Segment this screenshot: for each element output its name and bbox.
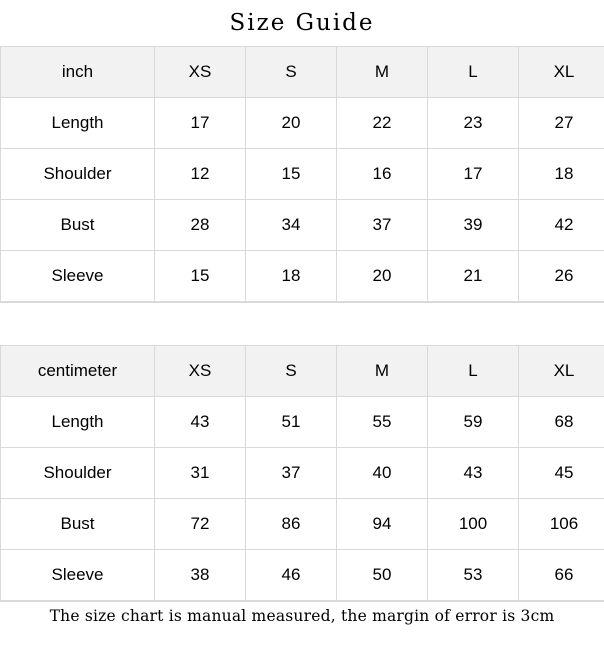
- table-row: [1, 97, 604, 148]
- cell-value: 37: [246, 447, 337, 498]
- cell-value: 26: [519, 250, 604, 301]
- size-header-s: S: [246, 46, 337, 97]
- cell-value: 15: [246, 148, 337, 199]
- size-table-centimeter: [0, 345, 604, 601]
- cell-value: 86: [246, 498, 337, 549]
- cell-value: 55: [337, 396, 428, 447]
- cell-value: 28: [155, 199, 246, 250]
- cell-value: 68: [519, 396, 604, 447]
- separator-cell: [423, 303, 513, 345]
- cell-value: 39: [428, 199, 519, 250]
- cell-value: 22: [337, 97, 428, 148]
- separator-cell: [153, 303, 243, 345]
- table-row: [1, 498, 604, 549]
- measure-label-sleeve: Sleeve: [1, 250, 155, 301]
- table-header-row: [1, 345, 604, 396]
- cell-value: 46: [246, 549, 337, 600]
- size-header-xl: XL: [519, 345, 604, 396]
- cell-value: 106: [519, 498, 604, 549]
- cell-value: 34: [246, 199, 337, 250]
- measure-label-length: Length: [1, 97, 155, 148]
- table-separator: [0, 302, 604, 345]
- measurement-disclaimer: The size chart is manual measured, the margin of error is 3cm: [0, 601, 604, 627]
- cell-value: 18: [519, 148, 604, 199]
- cell-value: 40: [337, 447, 428, 498]
- cell-value: 66: [519, 549, 604, 600]
- unit-label-inch: inch: [1, 46, 155, 97]
- size-header-m: M: [337, 46, 428, 97]
- separator-cell: [514, 303, 604, 345]
- table-row: [1, 199, 604, 250]
- size-table-inch: [0, 46, 604, 302]
- cell-value: 20: [246, 97, 337, 148]
- table-header-row: [1, 46, 604, 97]
- cell-value: 15: [155, 250, 246, 301]
- cell-value: 21: [428, 250, 519, 301]
- cell-value: 43: [155, 396, 246, 447]
- page-title: Size Guide: [229, 10, 375, 36]
- cell-value: 100: [428, 498, 519, 549]
- cell-value: 17: [155, 97, 246, 148]
- cell-value: 17: [428, 148, 519, 199]
- measure-label-length: Length: [1, 396, 155, 447]
- table-row: [1, 549, 604, 600]
- cell-value: 50: [337, 549, 428, 600]
- measure-label-sleeve: Sleeve: [1, 549, 155, 600]
- measure-label-shoulder: Shoulder: [1, 148, 155, 199]
- size-header-m: M: [337, 345, 428, 396]
- separator-cell: [243, 303, 333, 345]
- cell-value: 20: [337, 250, 428, 301]
- measure-label-shoulder: Shoulder: [1, 447, 155, 498]
- size-header-s: S: [246, 345, 337, 396]
- cell-value: 72: [155, 498, 246, 549]
- size-header-xl: XL: [519, 46, 604, 97]
- table-row: [1, 447, 604, 498]
- size-header-l: L: [428, 46, 519, 97]
- table-row: [1, 250, 604, 301]
- table-row: [1, 396, 604, 447]
- cell-value: 23: [428, 97, 519, 148]
- cell-value: 51: [246, 396, 337, 447]
- cell-value: 18: [246, 250, 337, 301]
- unit-label-centimeter: centimeter: [1, 345, 155, 396]
- cell-value: 16: [337, 148, 428, 199]
- size-header-l: L: [428, 345, 519, 396]
- size-header-xs: XS: [155, 46, 246, 97]
- separator-cell: [333, 303, 423, 345]
- size-header-xs: XS: [155, 345, 246, 396]
- cell-value: 43: [428, 447, 519, 498]
- measure-label-bust: Bust: [1, 199, 155, 250]
- cell-value: 37: [337, 199, 428, 250]
- cell-value: 42: [519, 199, 604, 250]
- cell-value: 38: [155, 549, 246, 600]
- cell-value: 94: [337, 498, 428, 549]
- cell-value: 59: [428, 396, 519, 447]
- cell-value: 12: [155, 148, 246, 199]
- cell-value: 27: [519, 97, 604, 148]
- measure-label-bust: Bust: [1, 498, 155, 549]
- cell-value: 31: [155, 447, 246, 498]
- cell-value: 45: [519, 447, 604, 498]
- table-row: [1, 148, 604, 199]
- separator-cell: [0, 303, 153, 345]
- cell-value: 53: [428, 549, 519, 600]
